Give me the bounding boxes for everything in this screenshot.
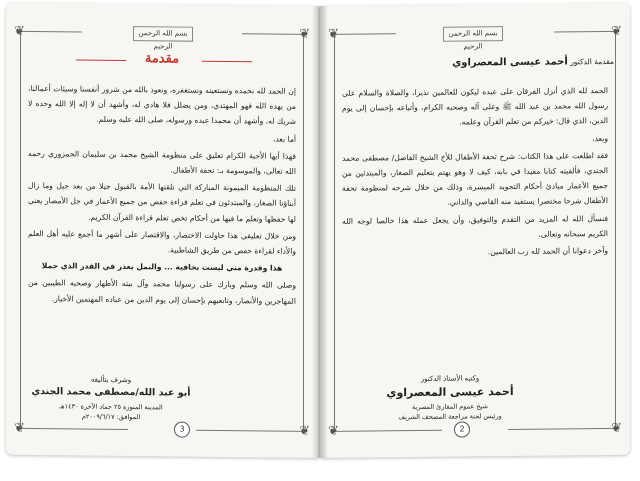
author-name: أبو عبد الله/مصطفى محمد الجندي [31,385,191,399]
corner-ornament-icon: ❦ [14,23,25,39]
paragraph: فقد اطلعت على هذا الكتاب: شرح تحفة الأطفال للأخ الشيخ الفاضل/ مصطفى محمد الجندي، فألفيته كتابا مفيدا في بابه، كيف لا وهو يهتم بتعليم الصغار، والمبتدئين من جميع الأعمار مبادئ أحكام التجويد الميسرة، وذلك من خلال شرحه لمنظومة تحفة الأطفال شرحا مختصرا يستفيد منه القاصي والداني. [342,150,608,208]
paragraph: وبعد، [592,133,608,143]
basmala: بسم الله الرحمن الرحيم [133,26,193,42]
paragraph: الحمد لله الذي أنزل الفرقان على عبده ليكون للعالمين نذيرا، والصلاة والسلام على رسول الله محمد بن عبد الله ﷺ وعلى آله وصحبه الكرام، وأتباعه بإحسان إلى يوم الدين، الذي قال: خيركم من تعلم القرآن وعلمه. [342,85,608,127]
signature-title: شيخ عموم المقارئ المصرية [412,402,488,412]
corner-ornament-icon: ❦ [328,423,339,439]
header-label: مقدمة الدكتور [570,56,614,67]
signature-intro: وكتبه الأستاذ الدكتور [420,374,480,383]
author-place-date: المدينة المنورة ٢٥ جماد الآخرة ١٤٣٠هـ [59,402,163,412]
corner-ornament-icon: ❦ [299,26,310,42]
paragraph: فنسأل الله له المزيد من التقدم والتوفيق، وأن يجعل عمله هذا خالصا لوجه الله الكريم سبحانه وتعالى. [342,213,608,239]
paragraph: إن الحمد لله نحمده ونستعينه ونستغفره، ونعوذ بالله من شرور أنفسنا وسيئات أعمالنا، من يهده الله فهو المهتدي، ومن يضلل فلا هادي له، وأشهد أن لا إله إلا الله وحده لا شريك له، وأشهد أن محمدا عبده ورسوله، صلى الله عليه وسلم. [28,83,296,127]
author-date-gregorian: الموافق: ٢٠٠٩/٦/١٧م [81,412,141,422]
paragraph: ومن خلال تعليقي هذا حاولت الاختصار، والاقتصار على أشهر ما أجمع عليه أهل العلم والأداء لقراءة حفص من طريق الشاطبية. [28,228,296,256]
signature-title: ورئيس لجنة مراجعة المصحف الشريف [398,412,502,422]
signature-name: أحمد عيسى المعصراوي [386,384,514,400]
verse-line: هذا وقدرة مني ليست بخافية ... والنمل يعذر في القدر الذي حملا [41,261,283,273]
page-number: 2 [454,421,470,437]
corner-ornament-icon: ❦ [328,26,339,42]
right-body-text [342,83,608,374]
page-title: مقدمة [144,51,180,67]
paragraph: تلك المنظومة الميمونة المباركة التي تلقتها الأمة بالقبول جيلا من بعد جيل وما زال أبناؤنا الصغار، والمبتدئون في تعلم قراءة حفص من جميع الأعمار في جل الأمصار يعني لها حفظها وتعلم ما فيها من أحكام تخص تعلم قراءة القرآن الكريم. [28,181,296,224]
bottom-rule-right [196,430,304,432]
left-page [6,3,318,458]
corner-ornament-icon: ❦ [611,420,622,436]
book-spread [6,6,630,458]
page-number: 3 [174,421,190,437]
paragraph: أما بعد، [272,134,296,144]
right-page [320,3,630,458]
header-name: أحمد عيسى المعصراوي [452,56,568,69]
paragraph: فهذا أيها الأحبة الكرام تعليق على منظومة الشيخ محمد بن سليمان الجمزوري رحمه الله تعالى، والموسومة بـ: تحفة الأطفال. [28,148,296,176]
bottom-rule-left [20,428,128,430]
author-intro: وشرف بتأليفه [90,375,132,385]
corner-ornament-icon: ❦ [299,423,310,439]
paragraph: وآخر دعوانا أن الحمد لله رب العالمين. [487,246,608,257]
paragraph: وصلى الله وسلم وبارك على رسولنا محمد وآل بيته الأطهار وصحبه الطيبين من المهاجرين والأنصار، وتابعيهم بإحسان إلى يوم الدين من عباده المهتمين الأخيار. [28,278,296,306]
corner-ornament-icon: ❦ [611,23,622,39]
book-gutter [312,6,328,458]
corner-ornament-icon: ❦ [14,420,25,436]
left-body-text [28,81,296,374]
bottom-rule-right [508,428,616,430]
basmala: بسم الله الرحمن الرحيم [443,26,503,42]
bottom-rule-left [334,430,442,432]
